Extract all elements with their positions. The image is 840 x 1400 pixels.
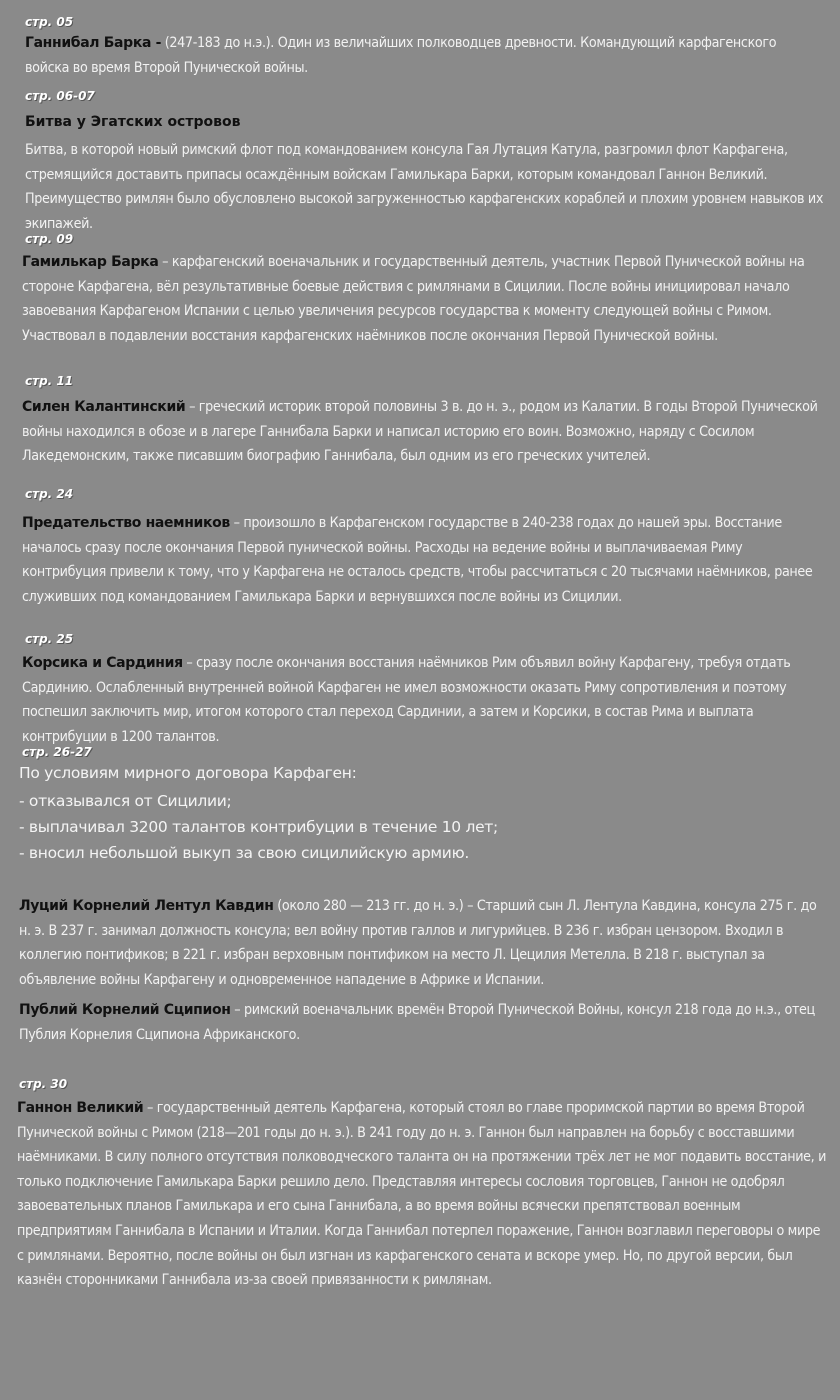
page-ref-26-27: стр. 26-27	[22, 745, 92, 759]
entry-hanno	[17, 1096, 829, 1293]
term-corsica: Корсика и Сардиния	[22, 655, 183, 671]
page-ref-30: стр. 30	[19, 1077, 68, 1091]
entry-corsica	[22, 651, 827, 749]
entry-hamilcar	[22, 250, 822, 348]
treaty-item: - выплачивал 3200 талантов контрибуции в течение 10 лет;	[19, 818, 498, 836]
term-hanno: Ганнон Великий	[17, 1100, 144, 1116]
entry-mercenaries	[22, 511, 822, 609]
page-ref-05: стр. 05	[25, 15, 74, 29]
entry-hannibal-text: (247-183 до н.э.). Один из величайших полководцев древности. Командующий карфагенского войска во время Второй Пунической войны.	[25, 35, 777, 76]
page-ref-11: стр. 11	[25, 374, 74, 388]
treaty-intro: По условиям мирного договора Карфаген:	[19, 764, 357, 782]
page-ref-06-07: стр. 06-07	[25, 89, 95, 103]
term-hannibal: Ганнибал Барка -	[25, 35, 162, 51]
entry-corsica-text: – сразу после окончания восстания наёмников Рим объявил войну Карфагену, требуя отдать Сардинию. Ослабленный внутренней войной Карфаген не имел возможности оказать Риму сопротивления и поэтому поспешил заключить мир, итогом которого стал переход Сардинии, а затем и Корсики, в состав Рима и выплата контрибуции в 1200 талантов.	[22, 655, 791, 745]
entry-lentulus-text: (около 280 — 213 гг. до н. э.) – Старший сын Л. Лентула Кавдина, консула 275 г. до н. э. В 237 г. занимал должность консула; вел войну против галлов и лигурийцев. В 236 г. избран цензором. Входил в коллегию понтификов; в 221 г. избран верховным понтификом на место Л. Цецилия Метелла. В 218 г. выступал за объявление войны Карфагену и одновременное нападение в Африке и Испании.	[19, 898, 817, 988]
term-mercenaries: Предательство наемников	[22, 515, 230, 531]
entry-mercenaries-text: – произошло в Карфагенском государстве в 240-238 годах до нашей эры. Восстание началось сразу после окончания Первой пунической войны. Расходы на ведение войны и выплачиваемая Риму контрибуция привели к тому, что у Карфагена не осталось средств, чтобы рассчитаться с 20 тысячами наёмников, ранее служивших под командованием Гамилькара Барки и вернувшихся после войны из Сицилии.	[22, 515, 813, 605]
entry-scipio	[19, 998, 827, 1047]
entry-silenus	[22, 395, 822, 469]
entry-lentulus	[19, 894, 827, 992]
term-lentulus: Луций Корнелий Лентул Кавдин	[19, 898, 274, 914]
treaty-item: - отказывался от Сицилии;	[19, 792, 232, 810]
treaty-item: - вносил небольшой выкуп за свою сицилийскую армию.	[19, 844, 469, 862]
term-scipio: Публий Корнелий Сципион	[19, 1002, 231, 1018]
heading-aegates: Битва у Эгатских островов	[25, 114, 241, 130]
page-ref-24: стр. 24	[25, 487, 74, 501]
term-hamilcar: Гамилькар Барка	[22, 254, 159, 270]
term-silenus: Силен Калантинский	[22, 399, 186, 415]
entry-hamilcar-text: – карфагенский военачальник и государственный деятель, участник Первой Пунической войны на стороне Карфагена, вёл результативные боевые действия с римлянами в Сицилии. После войны инициировал начало завоевания Карфагеном Испании с целью увеличения ресурсов государства к моменту следующей войны с Римом. Участвовал в подавлении восстания карфагенских наёмников после окончания Первой Пунической войны.	[22, 254, 805, 344]
entry-hanno-text: – государственный деятель Карфагена, который стоял во главе проримской партии во время Второй Пунической войны с Римом (218—201 годы до н. э.). В 241 году до н. э. Ганнон был направлен на борьбу с восставшими наёмниками. В силу полного отсутствия полководческого таланта он на протяжении трёх лет не мог подавить восстание, и только подключение Гамилькара Барки решило дело. Представляя интересы сословия торговцев, Ганнон не одобрял завоевательных планов Гамилькара и его сына Ганнибала, а во время войны всячески препятствовал военным предприятиям Ганнибала в Испании и Италии. Когда Ганнибал потерпел поражение, Ганнон возглавил переговоры о мире с римлянами. Вероятно, после войны он был изгнан из карфагенского сената и вскоре умер. Но, по другой версии, был казнён сторонниками Ганнибала из-за своей привязанности к римлянам.	[17, 1100, 827, 1289]
entry-hannibal	[25, 31, 815, 80]
page-ref-25: стр. 25	[25, 632, 74, 646]
entry-silenus-text: – греческий историк второй половины 3 в. до н. э., родом из Калатии. В годы Второй Пунической войны находился в обозе и в лагере Ганнибала Барки и написал историю его воин. Возможно, наряду с Сосилом Лакедемонским, также писавшим биографию Ганнибала, был одним из его греческих учителей.	[22, 399, 818, 465]
entry-scipio-text: – римский военачальник времён Второй Пунической Войны, консул 218 года до н.э., отец Публия Корнелия Сципиона Африканского.	[19, 1002, 815, 1043]
page-ref-09: стр. 09	[25, 232, 74, 246]
entry-aegates-text: Битва, в которой новый римский флот под командованием консула Гая Лутация Катула, разгромил флот Карфагена, стремящийся доставить припасы осаждённым войскам Гамилькара Барки, которым командовал Ганнон Великий. Преимущество римлян было обусловлено высокой загруженностью карфагенских кораблей и плохим уровнем навыков их экипажей.	[25, 142, 824, 232]
